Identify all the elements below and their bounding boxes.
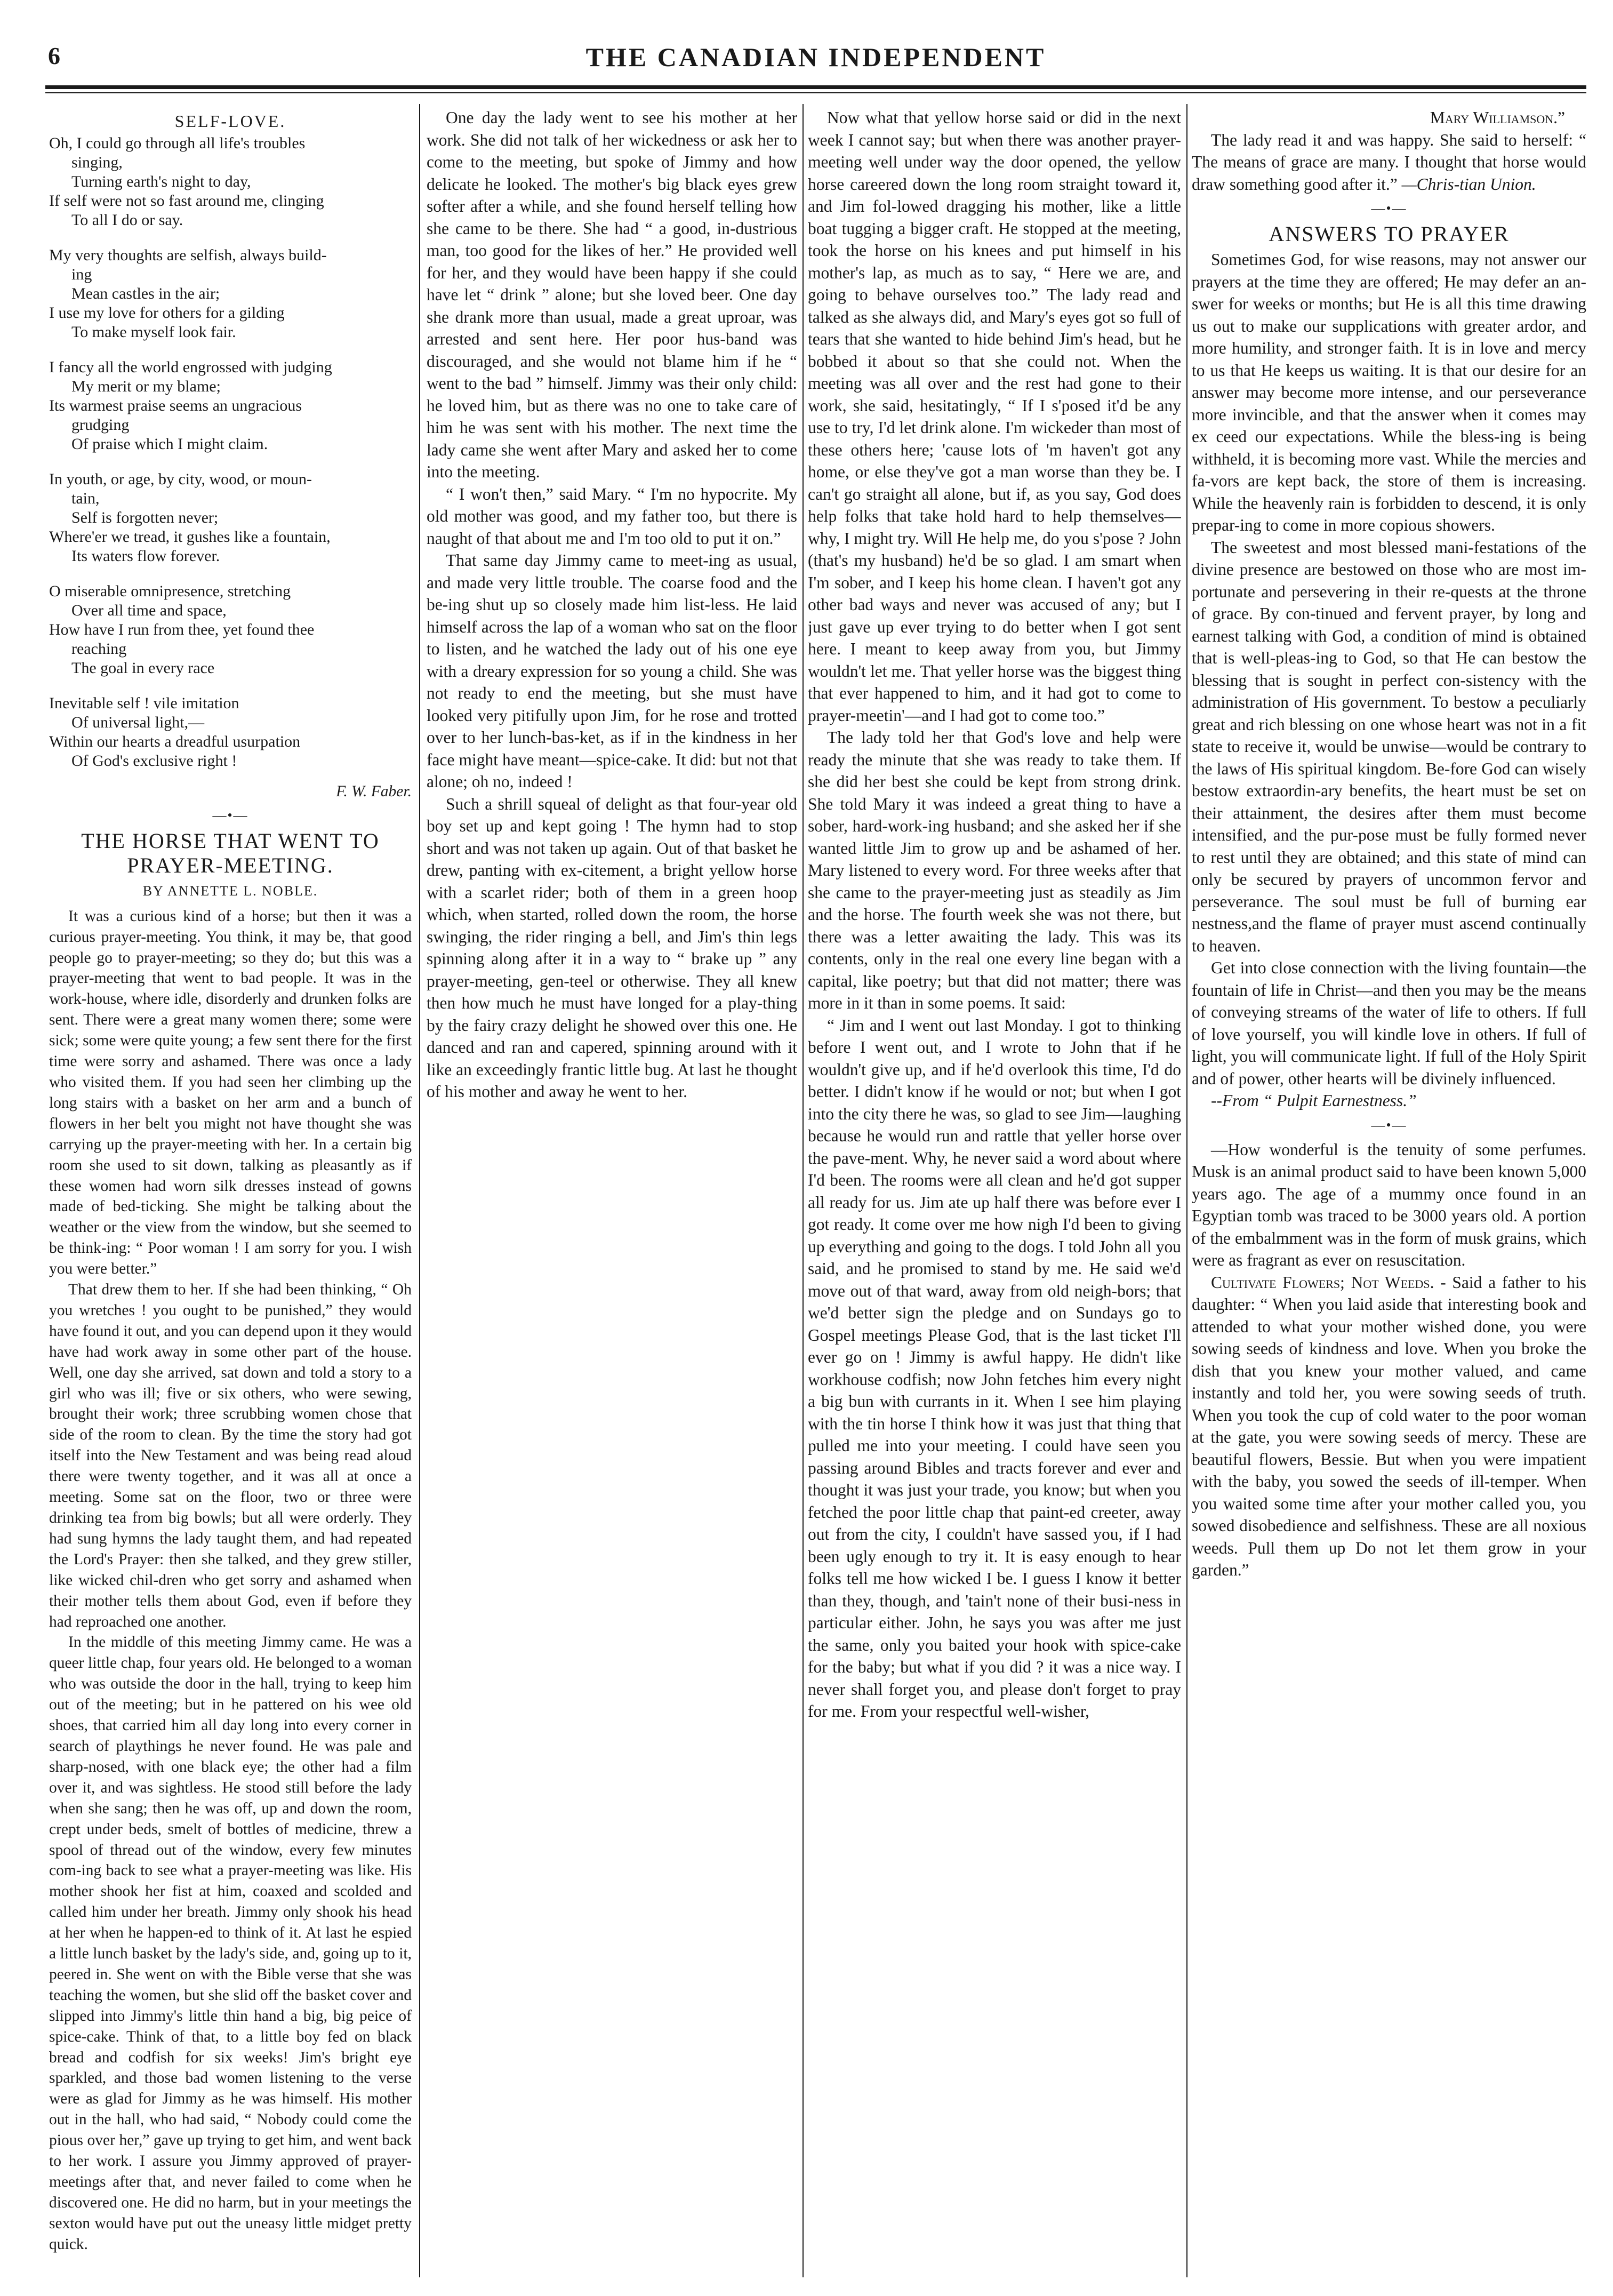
poem-line: Over all time and space, <box>71 601 227 619</box>
paragraph: Such a shrill squeal of delight as that four-year old boy set up and kept going ! The hymn had to stop short and was not taken up again. Out of that basket he drew, panting with ex-citement, a bright yellow horse with a scarlet rider; both of them in a green hoop which, when started, rolled down the room, the horse swinging, the rider ringing a bell, and Jim's thin legs spinning along after it in a way to “ brake up ” any prayer-meeting, gen-teel or otherwise. They all knew then how much he must have longed for a play-thing by the fairy crazy delight he showed over this one. He danced and ran and capered, spinning around with it like an exceedingly frantic little bug. At last he thought of his mother and away he went to her. <box>427 794 797 1101</box>
poem-stanza <box>49 694 412 771</box>
column-rule <box>803 104 804 2277</box>
poem-stanza <box>49 246 412 342</box>
poem-line: My very thoughts are selfish, always build- <box>49 246 327 264</box>
paragraph: The lady told her that God's love and help were ready the minute that she was ready to take them. If she did her best she could be kept from strong drink. She told Mary it was indeed a great thing to have a sober, hard-work-ing husband; and she asked her if she wanted little Jim to grow up and be ashamed of her. Mary listened to every word. For three weeks after that she came to the prayer-meeting just as steadily as Jim and the horse. The fourth week she was not there, but there was a letter awaiting the lady. This was its contents, only in the real one every line began with a capital, like poetry; but that did not matter; there was more in it than in some poems. It said: <box>808 728 1181 1012</box>
paragraph: Now what that yellow horse said or did in the next week I cannot say; but when there was another prayer-meeting well under way the door opened, the yellow horse careered down the long room straight toward it, and Jim fol-lowed dragging his mother, like a little boat tugging a bigger craft. He stopped at the meeting, took the horse on his knees and put himself in his mother's lap, as much as to say, “ Here we are, and going to behave ourselves too.” The lady read and talked as she always did, and Mary's eyes got so full of tears that she wanted to hide behind Jim's head, but he bobbed it about so that she could not. When the meeting was all over and the rest had gone to their work, she said, hesitatingly, “ If I s'posed it'd be any use to try, I'd let drink alone. I'm wickeder than most of these others here; 'cause lots of 'm haven't got any home, or else they've got a man worse than they be. I can't go straight all alone, but if, as you say, God does help folks that take hold hard to help themselves—why, I might try. Will He help me, do you s'pose ? John (that's my husband) he'd be so glad. I am smart when I'm sober, and I keep his home clean. I haven't got any other bad ways and never was accused of any; but I just gave up ever trying to do better when I got sent here. I meant to keep away from you, but Jimmy wouldn't let me. That yeller horse was the biggest thing that ever happened to him, and it had got to come to prayer-meetin'—and I had got to come too.” <box>808 108 1181 725</box>
column-2 <box>427 107 797 2272</box>
poem-line: ing <box>71 265 92 283</box>
flowers-heading: Cultivate Flowers; Not Weeds. <box>1211 1273 1434 1292</box>
poem-line: Of praise which I might claim. <box>71 435 268 453</box>
poem-line: I use my love for others for a gilding <box>49 303 285 322</box>
poem-body <box>49 134 412 771</box>
paragraph: One day the lady went to see his mother at her work. She did not talk of her wickedness or ask her to come to the meeting, but spoke of Jimmy and how delicate he looked. The mother's big black eyes grew softer after a while, and she found herself telling how she came to be there. She had “ a good, in-dustrious man, too good for the likes of her.” He provided well for her, and they would have been happy if she could have let “ drink ” alone; but she loved beer. One day she drank more than usual, made a great uproar, was arrested and sent here. Her poor hus-band was discouraged, and she would not blame him if he “ went to the bad ” himself. Jimmy was their only child: he loved him, but as there was no one to take care of him he was sent with his mother. The next time the lady came she went after Mary and asked her to come into the meeting. <box>427 108 797 481</box>
paragraph: That drew them to her. If she had been thinking, “ Oh you wretches ! you ought to be punished,” they would have found it out, and you can depend upon it they would have had work away in some other part of the house. Well, one day she arrived, sat down and told a story to a girl who was ill; five or six others, who were sewing, brought their work; three scrubbing women chose that side of the room to clean. By the time the story had got itself into the New Testament and was being read aloud there were twenty together, and it was all at once a meeting. Some sat on the floor, two or three were drinking tea from big bowls; but all were orderly. They had sung hymns the lady taught them, and had repeated the Lord's Prayer: then she talked, and they grew stiller, like wicked chil-dren who get sorry and ashamed when their mother tells them about God, even if before they had reproached one another. <box>49 1281 412 1630</box>
musk-paragraph: —How wonderful is the tenuity of some perfumes. Musk is an animal product said to have been known 5,000 years ago. The age of a mummy once found in an Egyptian tomb was traced to be 3000 years old. A portion of the embalmment was in the form of musk grains, which were as fragrant as ever on resuscitation. <box>1192 1140 1586 1269</box>
poem-line: My merit or my blame; <box>71 377 221 395</box>
poem-stanza <box>49 358 412 454</box>
poem-line: Turning earth's night to day, <box>71 172 251 190</box>
column-4 <box>1192 107 1586 2272</box>
poem-line: Its warmest praise seems an ungracious <box>49 396 302 414</box>
paragraph: “ I won't then,” said Mary. “ I'm no hypocrite. My old mother was good, and my father too, but there is naught of that about me and I'm too old to put it on.” <box>427 484 797 548</box>
closing-text: The lady read it and was happy. She said to herself: “ The means of grace are many. I thought that horse would draw something good after it.” <box>1192 130 1586 194</box>
poem-line: Inevitable self ! vile imitation <box>49 694 239 712</box>
section-divider: —•— <box>212 807 248 823</box>
poem-line: If self were not so fast around me, clinging <box>49 191 324 210</box>
poem-line: Of universal light,— <box>71 713 205 731</box>
poem-line: In youth, or age, by city, wood, or moun- <box>49 470 312 488</box>
paragraph: The sweetest and most blessed mani-festations of the divine presence are bestowed on those who are most im-portunate and persevering in their re-quests at the throne of grace. By con-tinued and fervent prayer, by long and earnest talking with God, a condition of mind is obtained that is well-pleas-ing to God, so that He can bestow the blessing that is sought in perfect con-sistency with the administration of His government. To bestow a peculiarly great and rich blessing on one whose heart was not in a fit state to receive it, would be unwise—would be contrary to the laws of His spiritual kingdom. Be-fore God can wisely bestow extraordin-ary benefits, the heart must be set on their attainment, the desires after them must become intensified, and the pur-pose must be fully formed never to rest until they are obtained; and this state of mind can only be secured by prayers of uncommon fervor and perseverance. The soul must be full of burning ear nestness,and the flame of prayer must ascend continually to heaven. <box>1192 538 1586 955</box>
section-divider: —•— <box>1371 1117 1407 1133</box>
poem-line: O miserable omnipresence, stretching <box>49 582 291 600</box>
poem-line: Mean castles in the air; <box>71 284 220 302</box>
poem-line: singing, <box>71 153 123 171</box>
page-number: 6 <box>48 42 60 69</box>
prayer-credit: --From “ Pulpit Earnestness.” <box>1211 1091 1417 1110</box>
poem-line: grudging <box>71 415 130 434</box>
article-title: THE HORSE THAT WENT TO PRAYER-MEETING. <box>81 828 380 877</box>
flowers-text: - Said a father to his daughter: “ When you laid aside that interesting book and attended to what your mother wished done, you were sowing seeds of kindness and love. When you broke the dish that you knew your mother valued, and came instantly and told her, you were sowing seeds of truth. When you took the cup of cold water to the poor woman at the gate, you were sowing seeds of mercy. These are beautiful flowers, Bessie. But when you were impatient with the baby, you sowed the seeds of ill-temper. When you waited some time after your mother called you, you sowed disobedience and selfishness. These are all noxious weeds. Pull them up Do not let them grow in your garden.” <box>1192 1273 1586 1579</box>
poem-stanza <box>49 470 412 566</box>
paragraph: Sometimes God, for wise reasons, may not answer our prayers at the time they are offered; He may defer an an-swer for weeks or months; but He is all this time drawing us out to make our supplications with greater ardor, and more humility, and stronger faith. It is in love and mercy to us that He keeps us waiting. It is that our desire for an answer may become more intense, and our perseverance more invincible, and that the answer when it comes may ex ceed our expectations. While the bless-ing is being withheld, it is becoming more vast. While the mercies and fa-vors are kept back, the store of them is increasing. While the heavenly rain is forbidden to descend, it is only prepar-ing to come in more copious showers. <box>1192 250 1586 534</box>
flowers-paragraph <box>1192 1271 1586 1581</box>
masthead: THE CANADIAN INDEPENDENT <box>585 42 1046 72</box>
paragraph: “ Jim and I went out last Monday. I got to thinking before I went out, and I wrote to John that if he wouldn't give up, and if he'd overlook this time, I'd do better. I didn't know if he would or not; but when I got into the city there he was, so glad to see Jim—laughing because he would run and rattle that yeller horse over the pave-ment. Why, he never said a word about where I'd been. The rooms were all clean and he'd got supper all ready for us. Jim ate up half there was before ever I got ready. It come over me how nigh I'd been to giving up everything and going to the dogs. I told John all you said, and he promised to stand by me. He said we'd move out of that ward, away from old neigh-bors; that we'd better sign the pledge and on Sundays go to Gospel meetings Please God, that is the last ticket I'll ever go on ! Jimmy is awful happy. He didn't like workhouse codfish; now John fetches him every night a big bun with currants in it. When I see him playing with the tin horse I think how it was just that thing that pulled me into your meeting. I could have seen you passing around Bibles and tracts forever and ever and thought it was just your trade, you know; but when you fetched the poor little chap that paint-ed creeter, away out from the city, I couldn't have sassed you, if I had been ugly enough to try it. It is easy enough to hear folks tell me how wicked I be. I guess I know it better than they, though, and 'tain't none of their busi-ness in particular either. John, he says you was after me just the same, only you baited your hook with spice-cake for the baby; but what if you did ? it was a nice way. I never shall forget you, and please don't forget to pray for me. From your respectful well-wisher, <box>808 1015 1181 1721</box>
prayer-title: ANSWERS TO PRAYER <box>1269 222 1510 246</box>
column-3 <box>808 107 1181 2272</box>
poem-attribution: F. W. Faber. <box>336 782 412 800</box>
poem-line: To all I do or say. <box>71 211 183 229</box>
paragraph: Get into close connection with the living fountain—the fountain of life in Christ—and then you may be the means of conveying streams of the water of life to others. If full of love yourself, you will kindle love in others. If full of light, you will communicate light. If full of the Holy Spirit and of power, other hearts will be divinely influenced. <box>1192 958 1586 1088</box>
column-rule <box>419 104 420 2277</box>
poem-line: Within our hearts a dreadful usurpation <box>49 732 301 750</box>
poem-stanza <box>49 582 412 678</box>
poem-line: Self is forgotten never; <box>71 508 219 526</box>
poem-line: Oh, I could go through all life's troubles <box>49 134 306 152</box>
poem-line: How have I run from thee, yet found thee <box>49 620 315 638</box>
paragraph: In the middle of this meeting Jimmy came. He was a queer little chap, four years old. He belonged to a woman who was outside the door in the hall, trying to keep him out of the meeting; but in he pattered on his wee old shoes, that carried him all day long into every corner in search of playthings he never found. He was pale and sharp-nosed, with one black eye; the other had a film over it, and was sightless. He stood still before the lady when she sang; then he was off, up and down the room, crept under beds, smelt of bottles of medicine, threw a spool of thread out of the window, every few minutes com-ing back to see what a prayer-meeting was like. His mother shook her fist at him, coaxed and scolded and called him under her breath. Jimmy only shook his head at her when he happen-ed to think of it. At last he espied a little lunch basket by the lady's side, and, going up to it, peered in. She went on with the Bible verse that she was teaching the women, but she slid off the basket cover and slipped into Jimmy's little thin hand a big, big peice of spice-cake. Think of that, to a little boy fed on black bread and codfish for six weeks! Jim's bright eye sparkled, and those bad women listening to the verse were as glad for Jimmy as he was himself. His mother out in the hall, who had said, “ Nobody could come the pious over her,” gave up trying to get him, and went back to her work. I assure you Jimmy approved of prayer-meetings after that, and never failed to come when he discovered one. He did no harm, but in your meetings the sexton would have put out the uneasy little midget pretty quick. <box>49 1634 412 2253</box>
header-rule-thin <box>45 92 1586 93</box>
poem-line: reaching <box>71 639 127 658</box>
closing-paragraph <box>1192 129 1586 196</box>
article-byline: BY ANNETTE L. NOBLE. <box>142 883 318 899</box>
paragraph: It was a curious kind of a horse; but then it was a curious prayer-meeting. You think, it may be, that good people go to prayer-meeting; so they do; but this was a prayer-meeting that went to bad people. It was in the work-house, where idle, disorderly and drunken folks are sent. There were a great many women there; some were sick; some were quite young; a few sent there for the first time were sorry and ashamed. There was once a lady who visited them. If you had seen her climbing up the long stairs with a basket on her arm and a bunch of flowers in her belt you might not have thought she was carrying up the prayer-meeting with her. In a certain big room she used to sit down, talking as pleasantly as if these women had worn silk dresses instead of gowns made of bed-ticking. She might be talking about the weather or the view from the window, but she seemed to be think-ing: “ Poor woman ! I am sorry for you. I wish you were better.” <box>49 907 412 1278</box>
poem-title: SELF-LOVE. <box>174 111 286 131</box>
header-rule-thick <box>45 85 1586 89</box>
poem-line: I fancy all the world engrossed with judging <box>49 358 332 376</box>
poem-line: The goal in every race <box>71 659 215 677</box>
column-rule <box>1186 104 1187 2277</box>
poem-stanza <box>49 134 412 230</box>
poem-line: Of God's exclusive right ! <box>71 751 237 770</box>
column-1 <box>49 107 412 2272</box>
paragraph: That same day Jimmy came to meet-ing as usual, and made very little trouble. The coarse food and the be-ing shut up so closely made him list-less. He laid himself across the lap of a woman who sat on the floor to listen, and he watched the lady out of his one eye with a dreary expression for so young a child. She was not ready to end the meeting, but she must have looked very pitifully upon Jim, for he rose and trotted over to her lunch-bas-ket, as if in the kindness in her face might have meant—spice-cake. It did: but not that alone; oh no, indeed ! <box>427 551 797 791</box>
poem-line: Its waters flow forever. <box>71 547 220 565</box>
poem-line: tain, <box>71 489 100 507</box>
poem-line: Where'er we tread, it gushes like a fountain, <box>49 527 331 546</box>
story-part-1 <box>49 906 412 2255</box>
poem-line: To make myself look fair. <box>71 323 236 341</box>
letter-signature: Mary Williamson.” <box>1430 108 1565 127</box>
section-divider: —•— <box>1371 201 1407 216</box>
closing-credit: —Chris-tian Union. <box>1401 174 1536 194</box>
